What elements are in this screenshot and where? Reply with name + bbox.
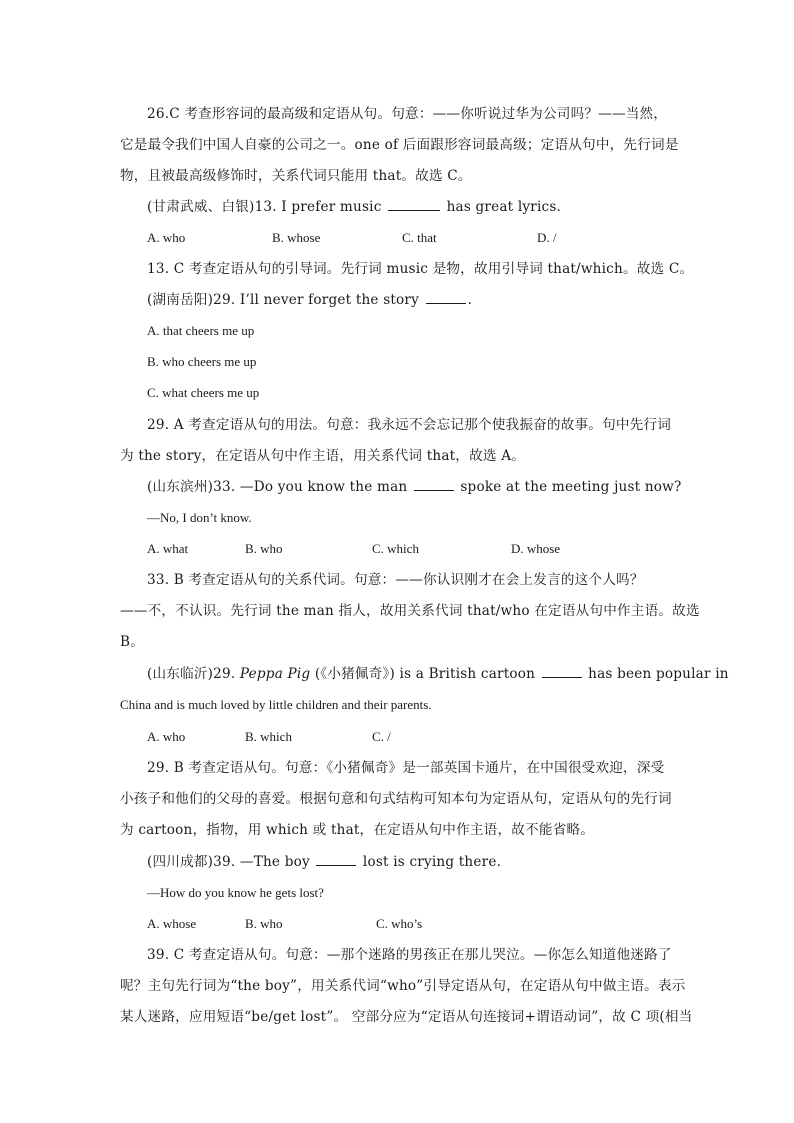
- question-29b-title: Peppa Pig: [239, 666, 311, 682]
- answer-29b-line-2: 小孩子和他们的父母的喜爱。根据句意和句式结构可知本句为定语从句，定语从句的先行词: [120, 791, 672, 807]
- question-33-reply: —No, I don’t know.: [147, 510, 252, 525]
- q33-option-c: C. which: [372, 541, 419, 556]
- q29-option-c: C. what cheers me up: [147, 385, 260, 400]
- q13-option-b: B. whose: [272, 230, 321, 245]
- answer-39-line-3: 某人迷路，应用短语“be/get lost”。 空部分应为“定语从句连接词+谓语动词”，故 C 项(相当: [120, 1009, 693, 1025]
- question-39-stem: (四川成都)39. —The boy: [147, 854, 315, 870]
- question-29-linyi: [147, 665, 729, 683]
- answer-26-line-2: 它是最令我们中国人自豪的公司之一。one of 后面跟形容词最高级；定语从句中，先行词是: [120, 137, 679, 153]
- answer-33-line-3: B。: [120, 634, 144, 650]
- q13-option-d: D. /: [537, 230, 557, 245]
- question-29b-tail: has been popular in: [583, 666, 729, 682]
- q29b-option-b: B. which: [245, 729, 292, 744]
- question-39-tail: lost is crying there.: [358, 854, 502, 870]
- answer-29-line-1: 29. A 考查定语从句的用法。句意：我永远不会忘记那个使我振奋的故事。句中先行词: [147, 417, 672, 433]
- answer-29-line-2: 为 the story，在定语从句中作主语，用关系代词 that，故选 A。: [120, 448, 526, 464]
- question-33: [147, 478, 707, 496]
- question-29-yueyang: [147, 291, 707, 309]
- q33-option-a: A. what: [147, 541, 189, 556]
- question-39-reply: —How do you know he gets lost?: [147, 885, 324, 900]
- answer-blank: [414, 478, 454, 491]
- q29-option-a: A. that cheers me up: [147, 323, 255, 338]
- question-29-tail: .: [467, 292, 473, 308]
- q39-option-a: A. whose: [147, 916, 197, 931]
- q33-option-d: D. whose: [511, 541, 561, 556]
- q33-option-b: B. who: [245, 541, 283, 556]
- q29b-option-a: A. who: [147, 729, 186, 744]
- answer-29b-line-1: 29. B 考查定语从句。句意：《小猪佩奇》是一部英国卡通片，在中国很受欢迎，深受: [147, 760, 665, 776]
- answer-33-line-1: 33. B 考查定语从句的关系代词。句意：——你认识刚才在会上发言的这个人吗？: [147, 572, 644, 588]
- answer-26-line-1: 26.C 考查形容词的最高级和定语从句。句意：——你听说过华为公司吗？——当然，: [147, 106, 668, 122]
- question-33-stem: (山东滨州)33. —Do you know the man: [147, 479, 412, 495]
- question-29b-mid: (《小猪佩奇》) is a British cartoon: [310, 666, 540, 682]
- question-29-stem: (湖南岳阳)29. I’ll never forget the story: [147, 292, 424, 308]
- q29b-option-c: C. /: [372, 729, 391, 744]
- answer-26-line-3: 物，且被最高级修饰时，关系代词只能用 that。故选 C。: [120, 168, 472, 184]
- q29-option-b: B. who cheers me up: [147, 354, 257, 369]
- answer-blank: [542, 665, 582, 678]
- answer-blank: [426, 291, 466, 304]
- q13-option-c: C. that: [402, 230, 437, 245]
- q39-option-b: B. who: [245, 916, 283, 931]
- question-13: [147, 198, 707, 216]
- q13-option-a: A. who: [147, 230, 186, 245]
- question-13-stem: (甘肃武威、白银)13. I prefer music: [147, 199, 387, 215]
- q39-option-c: C. who’s: [376, 916, 423, 931]
- answer-39-line-2: 呢？主句先行词为“the boy”，用关系代词“who”引导定语从句，在定语从句中做主语。表示: [120, 978, 686, 994]
- question-29b-prefix: (山东临沂)29.: [147, 666, 240, 682]
- answer-13: 13. C 考查定语从句的引导词。先行词 music 是物，故用引导词 that/which。故选 C。: [147, 261, 694, 277]
- question-39: [147, 853, 707, 871]
- answer-39-line-1: 39. C 考查定语从句。句意：—那个迷路的男孩正在那儿哭泣。—你怎么知道他迷路了: [147, 947, 672, 963]
- answer-blank: [388, 198, 440, 211]
- question-13-tail: has great lyrics.: [442, 199, 562, 215]
- question-29b-line-2: China and is much loved by little children and their parents.: [120, 697, 432, 712]
- answer-blank: [316, 853, 356, 866]
- question-33-tail: spoke at the meeting just now?: [455, 479, 682, 495]
- answer-33-line-2: ——不，不认识。先行词 the man 指人，故用关系代词 that/who 在定语从句中作主语。故选: [120, 603, 700, 619]
- answer-29b-line-3: 为 cartoon，指物，用 which 或 that，在定语从句中作主语，故不能省略。: [120, 822, 595, 838]
